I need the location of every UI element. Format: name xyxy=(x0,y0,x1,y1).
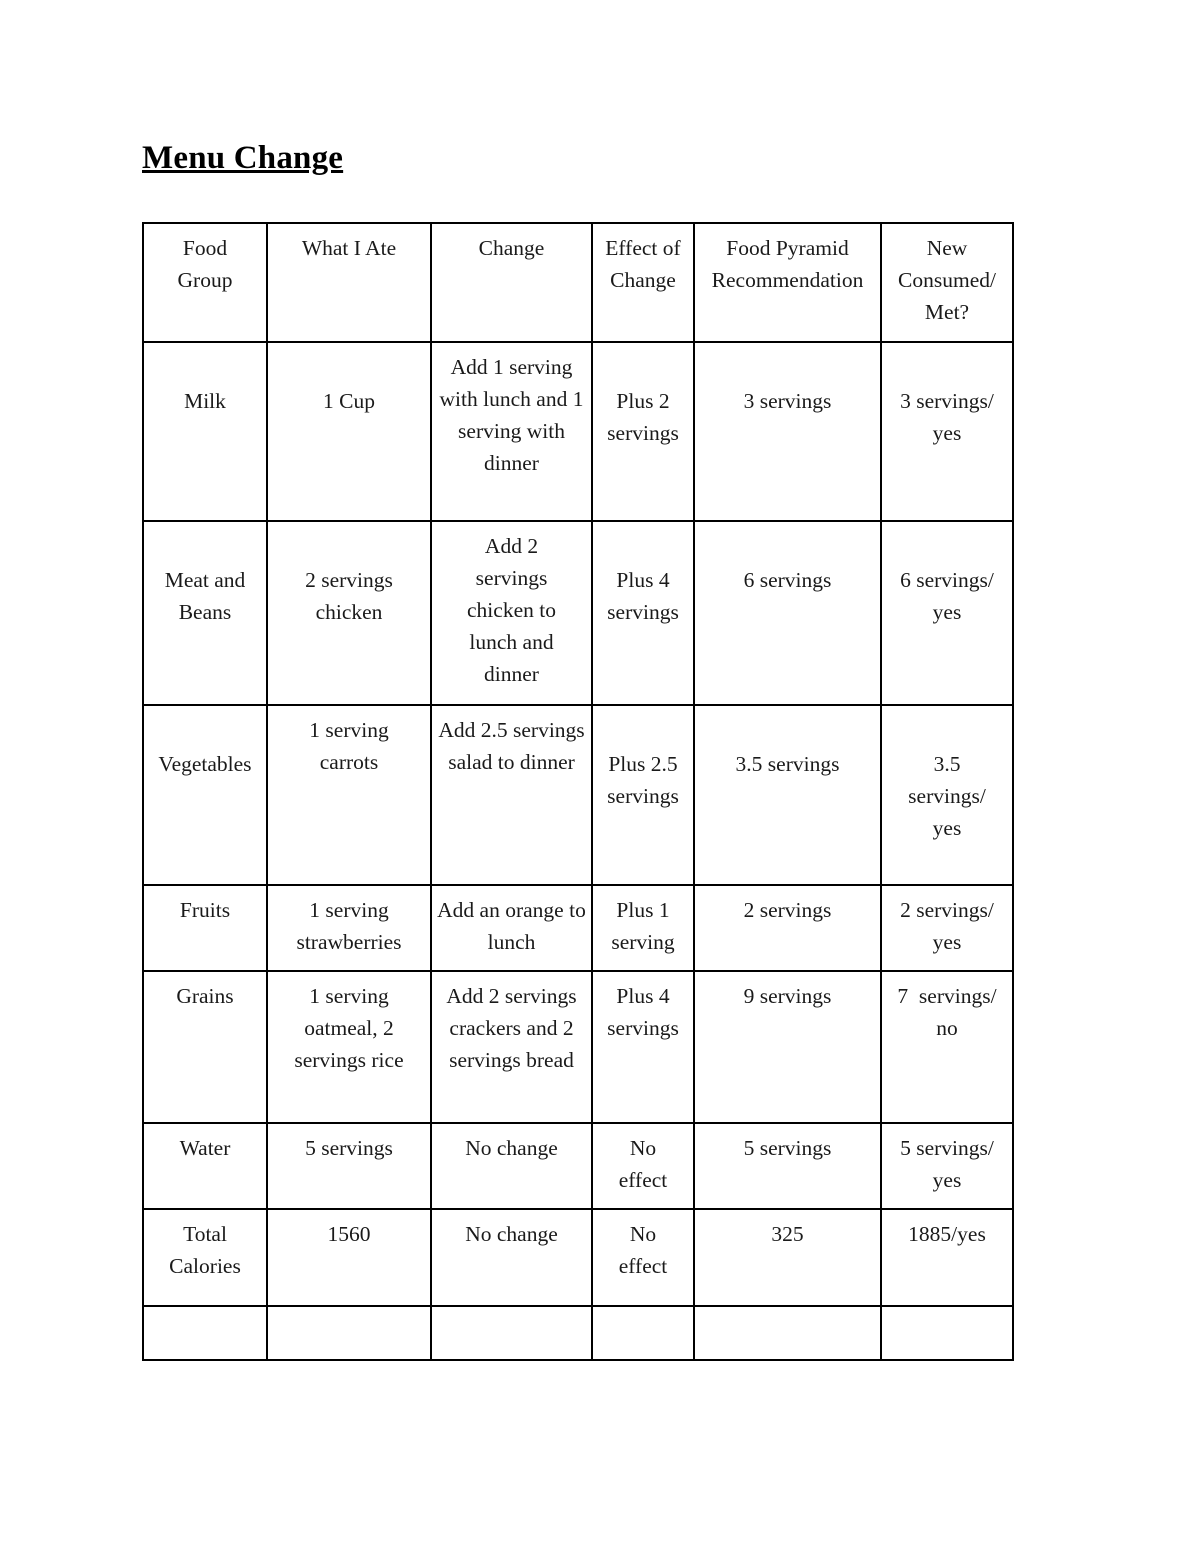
table-cell: 325 xyxy=(694,1209,881,1306)
table-cell: 5 servings xyxy=(694,1123,881,1209)
table-cell: 6 servings/ yes xyxy=(881,521,1013,705)
table-cell xyxy=(267,1306,431,1360)
menu-change-table xyxy=(142,222,1014,1361)
table-cell: Add 2 servings chicken to lunch and dinner xyxy=(431,521,592,705)
table-cell: Plus 1 serving xyxy=(592,885,694,971)
table-cell xyxy=(881,1306,1013,1360)
table-cell: 7 servings/ no xyxy=(881,971,1013,1123)
table-cell xyxy=(431,1306,592,1360)
table-row xyxy=(143,971,1013,1123)
table-cell: 1 serving carrots xyxy=(267,705,431,885)
table-cell: Milk xyxy=(143,342,267,521)
document-title: Menu Change xyxy=(142,140,344,176)
table-cell: Add an orange to lunch xyxy=(431,885,592,971)
table-cell: Vegetables xyxy=(143,705,267,885)
table-row xyxy=(143,521,1013,705)
table-cell: 2 servings xyxy=(694,885,881,971)
table-row-empty xyxy=(143,1306,1013,1360)
table-cell: Plus 4 servings xyxy=(592,971,694,1123)
header-new-consumed-met: New Consumed/ Met? xyxy=(881,223,1013,342)
table-cell: 1 Cup xyxy=(267,342,431,521)
table-cell: Plus 2 servings xyxy=(592,342,694,521)
table-cell xyxy=(694,1306,881,1360)
table-cell xyxy=(143,1306,267,1360)
table-cell: 2 servings/ yes xyxy=(881,885,1013,971)
table-cell: No effect xyxy=(592,1209,694,1306)
table-cell: Water xyxy=(143,1123,267,1209)
table-cell: 1 serving oatmeal, 2 servings rice xyxy=(267,971,431,1123)
table-header-row xyxy=(143,223,1013,342)
header-what-i-ate: What I Ate xyxy=(267,223,431,342)
table-cell: 5 servings/ yes xyxy=(881,1123,1013,1209)
header-food-pyramid-recommendation: Food Pyramid Recommendation xyxy=(694,223,881,342)
header-food-group: Food Group xyxy=(143,223,267,342)
table-row xyxy=(143,1123,1013,1209)
table-cell: Fruits xyxy=(143,885,267,971)
table-cell: 2 servings chicken xyxy=(267,521,431,705)
table-cell: 3 servings xyxy=(694,342,881,521)
table-cell: 1 serving strawberries xyxy=(267,885,431,971)
table-row xyxy=(143,705,1013,885)
table-cell: 3 servings/ yes xyxy=(881,342,1013,521)
table-cell: Plus 2.5 servings xyxy=(592,705,694,885)
table-cell: Meat and Beans xyxy=(143,521,267,705)
table-cell: Add 2 servings crackers and 2 servings bread xyxy=(431,971,592,1123)
table-cell: No change xyxy=(431,1123,592,1209)
table-cell xyxy=(592,1306,694,1360)
table-cell: 5 servings xyxy=(267,1123,431,1209)
table-cell: 3.5 servings xyxy=(694,705,881,885)
table-cell: 1885/yes xyxy=(881,1209,1013,1306)
table-cell: Grains xyxy=(143,971,267,1123)
table-cell: 3.5 servings/ yes xyxy=(881,705,1013,885)
table-cell: Add 2.5 servings salad to dinner xyxy=(431,705,592,885)
table-cell: Total Calories xyxy=(143,1209,267,1306)
table-cell: 1560 xyxy=(267,1209,431,1306)
table-row xyxy=(143,342,1013,521)
table-cell: 6 servings xyxy=(694,521,881,705)
table-cell: Add 1 serving with lunch and 1 serving with dinner xyxy=(431,342,592,521)
table-cell: No effect xyxy=(592,1123,694,1209)
table-cell: Plus 4 servings xyxy=(592,521,694,705)
header-change: Change xyxy=(431,223,592,342)
table-row xyxy=(143,885,1013,971)
table-cell: No change xyxy=(431,1209,592,1306)
header-effect-of-change: Effect of Change xyxy=(592,223,694,342)
table-row xyxy=(143,1209,1013,1306)
table-cell: 9 servings xyxy=(694,971,881,1123)
